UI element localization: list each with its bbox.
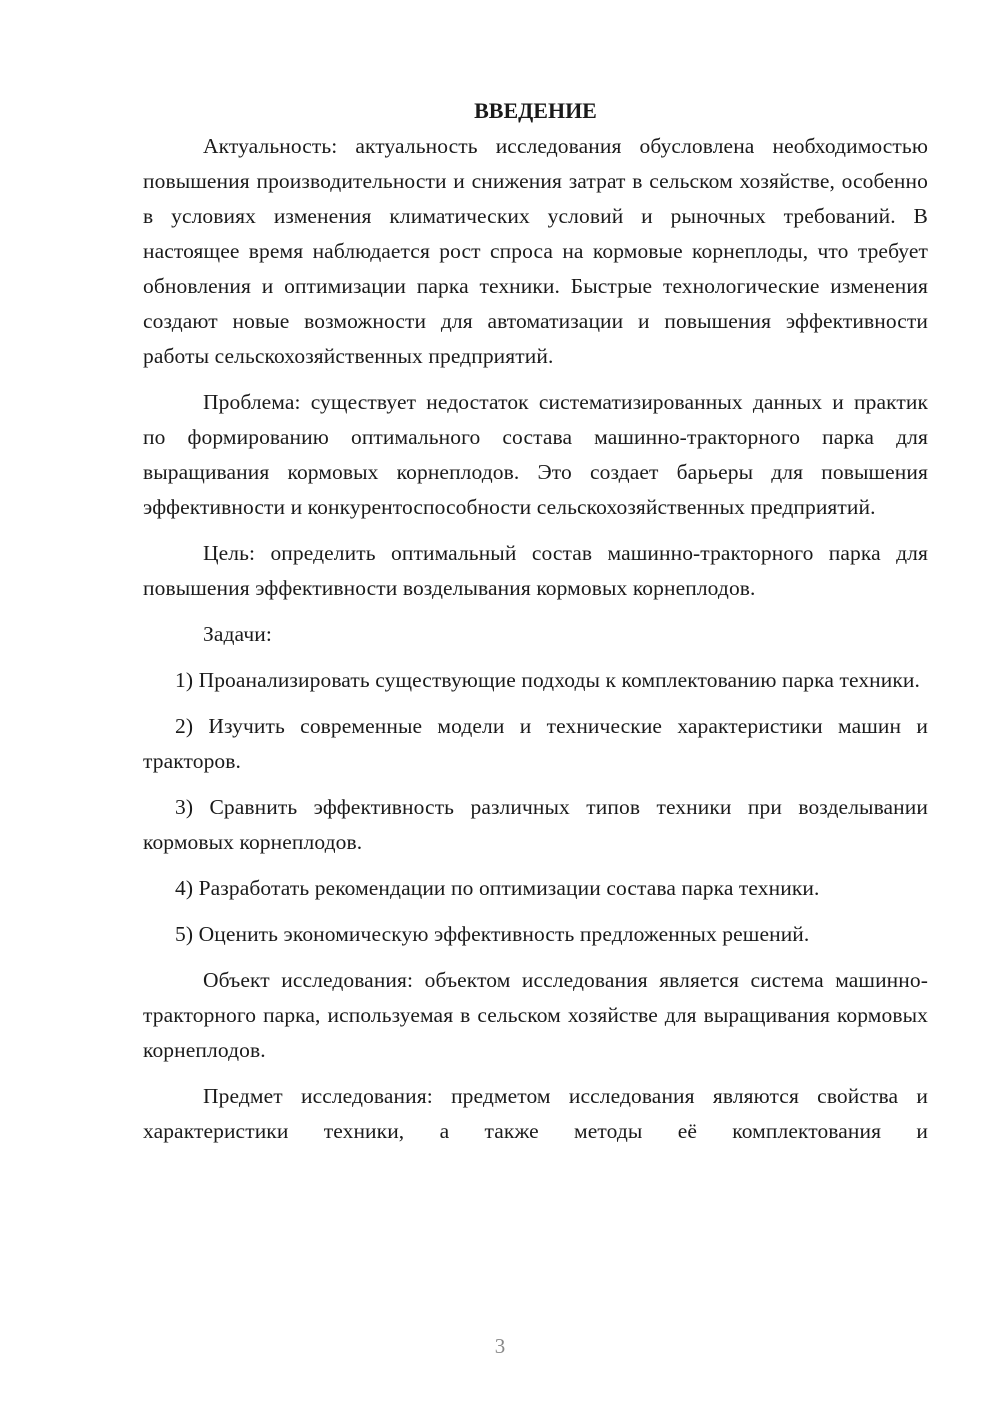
- page-number: 3: [494, 1334, 506, 1358]
- paragraph-goal: Цель: определить оптимальный состав машинно-тракторного парка для повышения эффективности возделывания кормовых корнеплодов.: [143, 541, 928, 600]
- paragraph-relevance: Актуальность: актуальность исследования обусловлена необходимостью повышения производительности и снижения затрат в сельском хозяйстве, особенно в условиях изменения климатических условий и рыночных требований. В настоящее время наблюдается рост спроса на кормовые корнеплоды, что требует обновления и оптимизации парка техники. Быстрые технологические изменения создают новые возможности для автоматизации и повышения эффективности работы сельскохозяйственных предприятий.: [143, 134, 928, 368]
- task-item-2: 2) Изучить современные модели и технические характеристики машин и тракторов.: [143, 714, 928, 773]
- task-item-4: 4) Разработать рекомендации по оптимизации состава парка техники.: [175, 876, 820, 900]
- paragraph-subject: Предмет исследования: предметом исследования являются свойства и характеристики техники, а также методы её комплектования и: [143, 1084, 928, 1143]
- paragraph-problem: Проблема: существует недостаток систематизированных данных и практик по формированию оптимального состава машинно-тракторного парка для выращивания кормовых корнеплодов. Это создает барьеры для повышения эффективности и конкурентоспособности сельскохозяйственных предприятий.: [143, 390, 928, 519]
- section-title: ВВЕДЕНИЕ: [474, 98, 597, 123]
- task-item-3: 3) Сравнить эффективность различных типов техники при возделывании кормовых корнеплодов.: [143, 795, 928, 854]
- task-item-1: 1) Проанализировать существующие подходы к комплектованию парка техники.: [175, 668, 921, 692]
- task-item-5: 5) Оценить экономическую эффективность предложенных решений.: [175, 922, 810, 946]
- paragraph-tasks-heading: Задачи:: [203, 622, 272, 646]
- paragraph-object: Объект исследования: объектом исследования является система машинно-тракторного парка, используемая в сельском хозяйстве для выращивания кормовых корнеплодов.: [143, 968, 928, 1062]
- document-page: [143, 93, 928, 1160]
